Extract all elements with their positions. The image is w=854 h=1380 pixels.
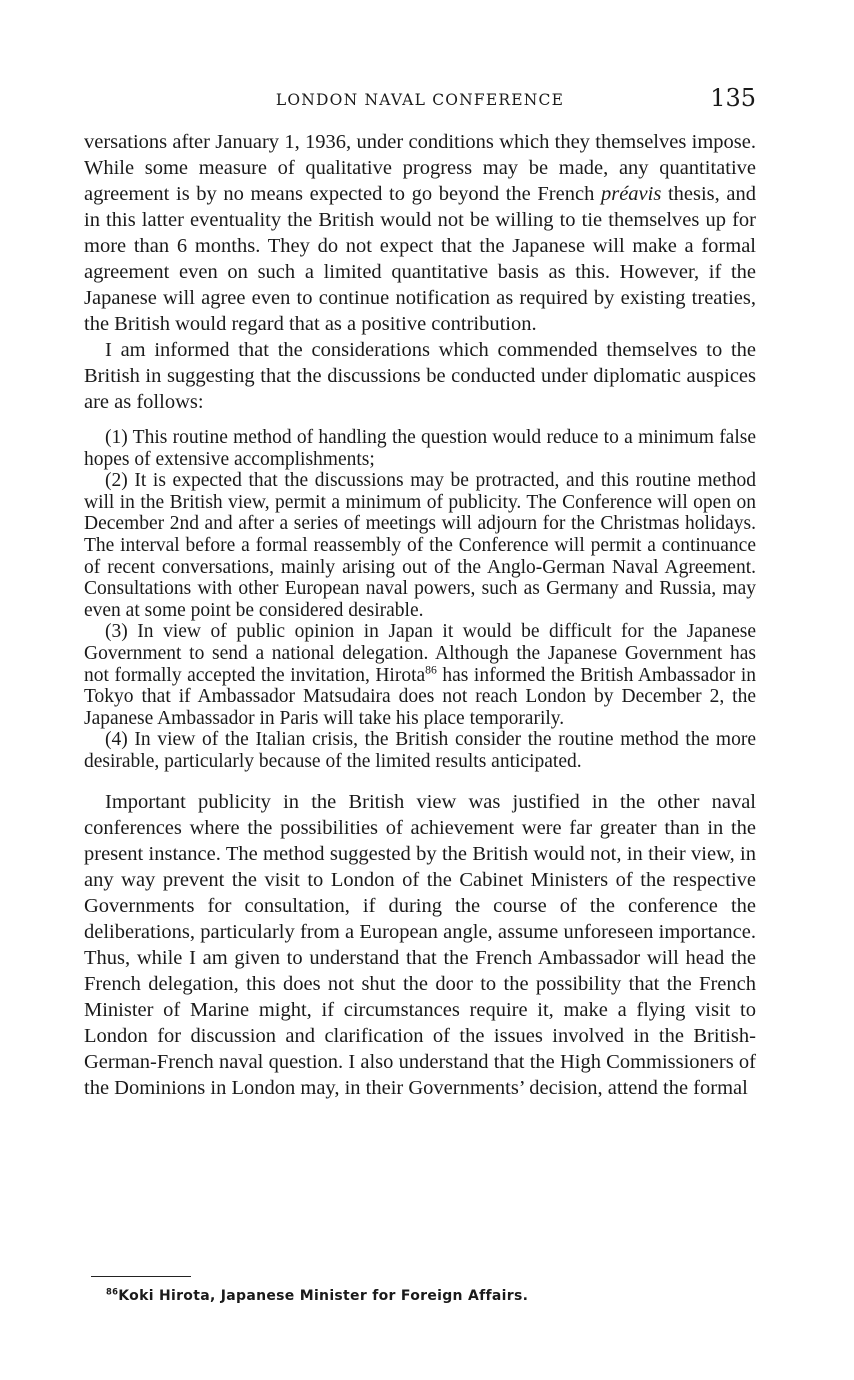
footnote-divider bbox=[91, 1276, 191, 1277]
block-quote bbox=[84, 427, 756, 773]
footnote-marker: 86 bbox=[106, 1286, 119, 1297]
footnote-text: Koki Hirota, Japanese Minister for Foreign Affairs. bbox=[118, 1288, 529, 1304]
quote-item-1: (1) This routine method of handling the question would reduce to a minimum false hopes of extensive accomplishments; bbox=[84, 427, 756, 470]
quote-item-3-text-a: (3) In view of public opinion in Japan it would be difficult for the Japanese Government to send a national delegation. Although the Japanese Government has not formally accepted the invitation, Hirota bbox=[84, 621, 756, 686]
footnote-reference: 86 bbox=[425, 663, 437, 677]
footnote bbox=[106, 1288, 756, 1304]
paragraph-2: I am informed that the considerations which commended themselves to the British in suggesting that the discussions be conducted under diplomatic auspices are as follows: bbox=[84, 339, 756, 413]
running-header bbox=[84, 84, 756, 114]
paragraph-1 bbox=[84, 129, 756, 337]
paragraph-3: Important publicity in the British view was justified in the other naval conferences where the possibilities of achievement were far greater than in the present instance. The method suggested by the British would not, in their view, in any way prevent the visit to London of the Cabinet Ministers of the respective Governments for consultation, if during the course of the conference the deliberations, particularly from a European angle, assume unforeseen importance. Thus, while I am given to understand that the French Ambassador will head the French delegation, this does not shut the door to the possibility that the French Minister of Marine might, if circumstances require it, make a flying visit to London for discussion and clarification of the issues involved in the British-German-French naval question. I also understand that the High Commissioners of the Dominions in London may, in their Governments’ decision, attend the formal bbox=[84, 790, 756, 1099]
quote-item-3 bbox=[84, 621, 756, 729]
paragraph-1-text-a: versations after January 1, 1936, under conditions which they themselves impose. While some measure of qualitative progress may be made, any quantitative agreement is by no means expected to go beyond the French bbox=[84, 131, 756, 205]
paragraph-1-italic-term: préavis bbox=[600, 183, 662, 205]
paragraph-1-text-b: thesis, and in this latter eventuality the British would not be willing to tie themselves up for more than 6 months. They do not expect that the Japanese will make a formal agreement even on such a limited quantitative basis as this. However, if the Japanese will agree even to continue notification as required by existing treaties, the British would regard that as a positive contribution. bbox=[84, 183, 757, 335]
quote-item-2: (2) It is expected that the discussions may be protracted, and this routine method will in the British view, permit a minimum of publicity. The Conference will open on December 2nd and after a series of meetings will adjourn for the Christmas holidays. The interval before a formal reassembly of the Conference will permit a continuance of recent conversations, mainly arising out of the Anglo-German Naval Agreement. Consultations with other European naval powers, such as Germany and Russia, may even at some point be considered desirable. bbox=[84, 470, 756, 621]
running-title: LONDON NAVAL CONFERENCE bbox=[275, 91, 565, 109]
quote-item-4: (4) In view of the Italian crisis, the British consider the routine method the more desirable, particularly because of the limited results anticipated. bbox=[84, 729, 756, 772]
page-number: 135 bbox=[710, 84, 756, 112]
quote-item-3-text-b: has informed the British Ambassador in Tokyo that if Ambassador Matsudaira does not reach London by December 2, the Japanese Ambassador in Paris will take his place temporarily. bbox=[84, 664, 756, 729]
body-text bbox=[84, 129, 756, 1101]
